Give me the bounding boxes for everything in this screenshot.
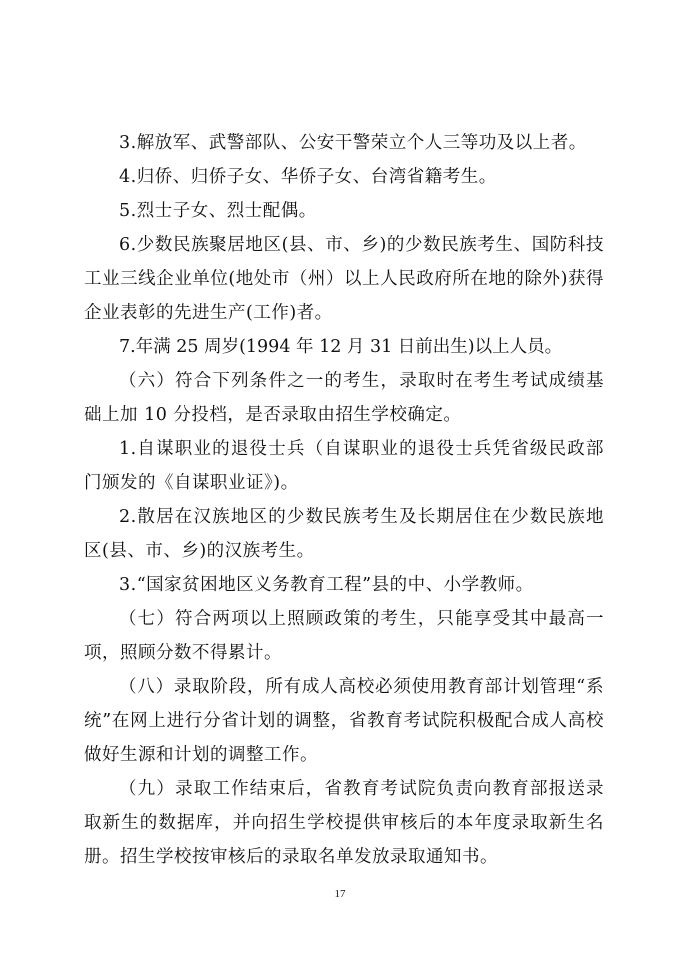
paragraph-section-9: （九）录取工作结束后，省教育考试院负责向教育部报送录取新生的数据库，并向招生学校提供审核后的本年度录取新生名册。招生学校按审核后的录取名单发放录取通知书。 [84,779,604,867]
paragraph-item-7: 7.年满 25 周岁(1994 年 12 月 31 日前出生)以上人员。 [119,337,563,357]
paragraph-item-6: 6.少数民族聚居地区(县、市、乡)的少数民族考生、国防科技工业三线企业单位(地处市（州）以上人民政府所在地的除外)获得企业表彰的先进生产(工作)者。 [84,235,604,323]
paragraph-item-4: 4.归侨、归侨子女、华侨子女、台湾省籍考生。 [119,167,497,187]
paragraph-item-6-1: 1.自谋职业的退役士兵（自谋职业的退役士兵凭省级民政部门颁发的《自谋职业证》)。 [84,439,604,493]
paragraph-item-5: 5.烈士子女、烈士配偶。 [119,201,317,221]
paragraph-section-7: （七）符合两项以上照顾政策的考生，只能享受其中最高一项，照顾分数不得累计。 [84,609,604,663]
paragraph-item-6-2: 2.散居在汉族地区的少数民族考生及长期居住在少数民族地区(县、市、乡)的汉族考生。 [84,507,604,561]
paragraph-item-3: 3.解放军、武警部队、公安干警荣立个人三等功及以上者。 [119,133,587,153]
page-number: 17 [334,888,346,900]
body-text [84,126,604,874]
paragraph-section-6: （六）符合下列条件之一的考生，录取时在考生考试成绩基础上加 10 分投档，是否录取由招生学校确定。 [84,371,604,425]
paragraph-section-8: （八）录取阶段，所有成人高校必须使用教育部计划管理“系统”在网上进行分省计划的调整，省教育考试院积极配合成人高校做好生源和计划的调整工作。 [84,677,604,765]
paragraph-item-6-3: 3.“国家贫困地区义务教育工程”县的中、小学教师。 [119,575,534,595]
